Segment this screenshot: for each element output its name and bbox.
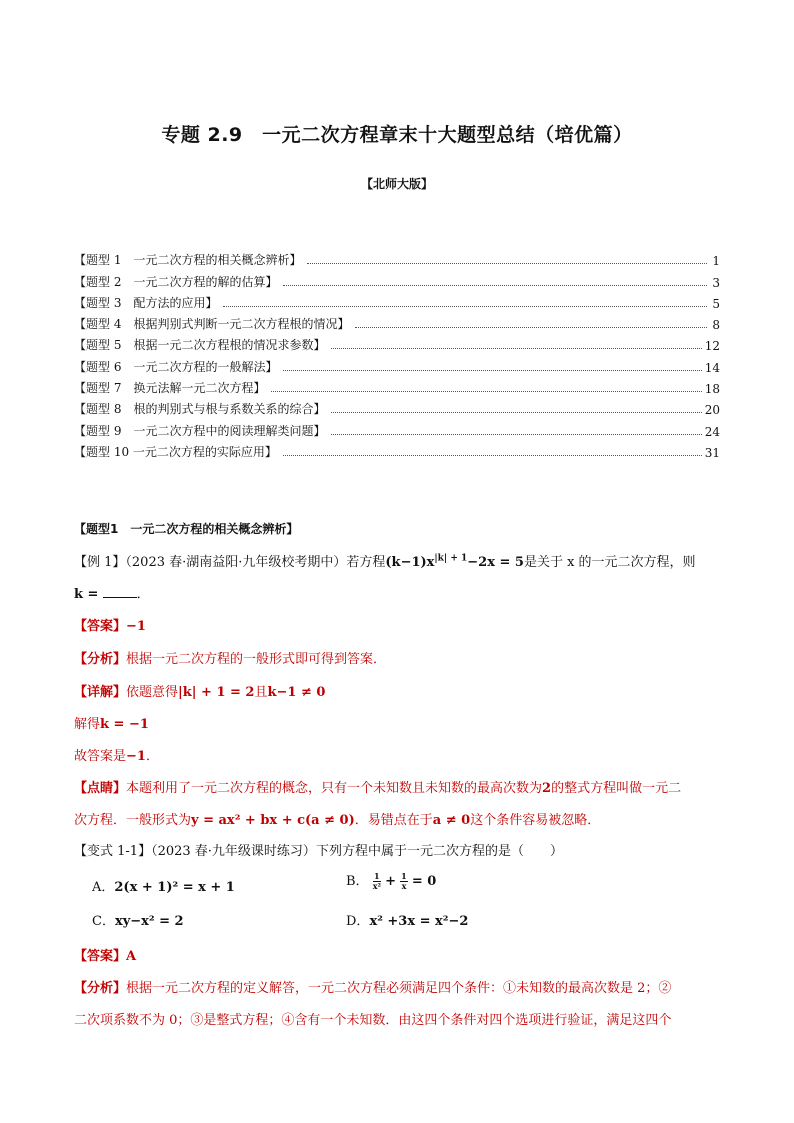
example-equation-b: −2x = 5 (467, 555, 524, 570)
variant-source: （2023 春·九年级课时练习） (151, 844, 316, 859)
detail-text-b: 且 (254, 685, 268, 700)
remark-line1-num: 2 (542, 781, 552, 796)
option-a[interactable] (92, 876, 235, 895)
example-1 (74, 551, 696, 570)
analysis-line (74, 648, 386, 667)
option-b-label: B． (346, 874, 369, 889)
toc-entry-page: 14 (704, 360, 720, 375)
analysis2-line-2 (74, 1009, 671, 1028)
remark-line2-eq: y = ax² + bx + c(a ≠ 0) (191, 813, 355, 828)
conclude-line (74, 745, 159, 764)
answer2-line (74, 945, 136, 964)
answer2-tag: 【答案】 (74, 949, 127, 964)
example-text-b: 是关于 x 的一元二次方程，则 (523, 555, 696, 570)
toc-leader-dots (331, 434, 701, 435)
analysis-text: 根据一元二次方程的一般形式即可得到答案． (126, 652, 387, 667)
example-equation-a: (k−1)x (385, 555, 435, 570)
toc-entry[interactable] (74, 332, 720, 353)
remark-line2-b: ．易错点在于 (354, 813, 433, 828)
example-tag: 【例 1】 (74, 555, 126, 570)
toc-leader-dots (331, 348, 701, 349)
toc-entry[interactable] (74, 311, 720, 332)
toc-leader-dots (283, 285, 707, 286)
toc-leader-dots (307, 263, 707, 264)
toc-entry-label: 【题型 8 根的判别式与根与系数关系的综合】 (74, 402, 326, 417)
remark-line2-a: 次方程．一般形式为 (74, 813, 192, 828)
option-a-eq: 2(x + 1)² = x + 1 (114, 880, 235, 895)
remark-line1-a: 本题利用了一元二次方程的概念，只有一个未知数且未知数的最高次数为 (126, 781, 543, 796)
toc-leader-dots (223, 306, 707, 307)
analysis2-line1: 根据一元二次方程的定义解答，一元二次方程必须满足四个条件：①未知数的最高次数是 2；② (126, 981, 672, 996)
toc-entry-label: 【题型 5 根据一元二次方程根的情况求参数】 (74, 338, 326, 353)
detail-tag: 【详解】 (74, 685, 127, 700)
answer-value: −1 (126, 619, 146, 634)
toc-entry[interactable] (74, 290, 720, 311)
toc-entry-page: 20 (704, 403, 720, 418)
toc-entry-page: 31 (704, 445, 720, 460)
option-d-eq: x² +3x = x²−2 (369, 914, 469, 929)
remark-line2-eq2: a ≠ 0 (432, 813, 471, 828)
option-c[interactable] (92, 910, 184, 929)
answer-tag: 【答案】 (74, 619, 127, 634)
toc-entry-label: 【题型 9 一元二次方程中的阅读理解类问题】 (74, 423, 326, 438)
toc-leader-dots (271, 391, 701, 392)
answer-line (74, 615, 146, 634)
analysis-tag: 【分析】 (74, 652, 127, 667)
analysis2-line2: 二次项系数不为 0；③是整式方程；④含有一个未知数．由这四个条件对四个选项进行验证，满足这四个 (74, 1013, 672, 1028)
remark-line2-c: 这个条件容易被忽略． (470, 813, 601, 828)
option-b[interactable] (346, 870, 436, 891)
option-a-label: A． (92, 880, 115, 895)
option-b-plus: + (385, 874, 397, 889)
toc-entry[interactable] (74, 375, 720, 396)
example-source: （2023 春·湖南益阳·九年级校考期中） (125, 555, 347, 570)
toc-entry-label: 【题型 7 换元法解一元二次方程】 (74, 381, 266, 396)
toc-leader-dots (283, 455, 702, 456)
detail-eq-a: |k| + 1 = 2 (178, 685, 255, 700)
answer2-value: A (126, 949, 137, 964)
remark-line1-b: 的整式方程叫做一元二 (551, 781, 682, 796)
conclude-end: ． (145, 749, 159, 764)
option-c-label: C． (92, 914, 115, 929)
example-ask-var: k = (74, 587, 99, 602)
variant-text: 下列方程中属于一元二次方程的是（ ） (315, 844, 563, 859)
toc-entry-page: 5 (712, 296, 720, 311)
detail-line (74, 681, 325, 700)
toc-entry-label: 【题型 2 一元二次方程的解的估算】 (74, 274, 278, 289)
section-heading: 【题型1 一元二次方程的相关概念辨析】 (74, 522, 299, 536)
conclude-text: 故答案是 (74, 749, 127, 764)
toc-entry-page: 12 (704, 339, 720, 354)
toc-entry-label: 【题型 4 根据判别式判断一元二次方程根的情况】 (74, 317, 350, 332)
toc-entry-page: 3 (712, 275, 720, 290)
example-equation-exponent: |k| + 1 (434, 553, 468, 564)
toc-entry-page: 8 (712, 318, 720, 333)
detail-eq-b: k−1 ≠ 0 (267, 685, 326, 700)
option-b-fraction-1: $\frac{1}{\text{x²}}$ (372, 871, 381, 891)
variant-tag: 【变式 1-1】 (74, 844, 152, 859)
variant-line (74, 840, 563, 859)
option-d-label: D． (346, 914, 370, 929)
toc-entry-label: 【题型 10 一元二次方程的实际应用】 (74, 444, 277, 459)
option-b-fraction-2: $\frac{1}{x}$ (401, 871, 407, 891)
toc-entry-page: 24 (704, 424, 720, 439)
toc-entry-label: 【题型 6 一元二次方程的一般解法】 (74, 359, 278, 374)
answer-blank (103, 584, 137, 598)
toc-leader-dots (331, 412, 701, 413)
toc-entry-page: 18 (704, 382, 720, 397)
toc-entry[interactable] (74, 353, 720, 374)
solve-eq: k = −1 (100, 717, 149, 732)
table-of-contents (74, 247, 720, 460)
option-c-eq: xy−x² = 2 (114, 914, 184, 929)
option-d[interactable] (346, 910, 468, 929)
toc-entry-label: 【题型 3 配方法的应用】 (74, 295, 218, 310)
option-b-tail: = 0 (411, 874, 437, 889)
toc-entry[interactable] (74, 247, 720, 268)
toc-entry[interactable] (74, 439, 720, 460)
detail-text-a: 依题意得 (126, 685, 179, 700)
remark-line-1 (74, 777, 681, 796)
conclude-value: −1 (126, 749, 146, 764)
toc-entry-label: 【题型 1 一元二次方程的相关概念辨析】 (74, 253, 302, 268)
solve-line (74, 713, 149, 732)
remark-line-2 (74, 809, 600, 828)
remark-tag: 【点睛】 (74, 781, 127, 796)
example-text-a: 若方程 (346, 555, 386, 570)
toc-entry[interactable] (74, 417, 720, 438)
toc-leader-dots (355, 327, 707, 328)
toc-entry-page: 1 (712, 254, 720, 269)
toc-entry[interactable] (74, 268, 720, 289)
example-ask (74, 583, 150, 602)
analysis2-line-1 (74, 977, 671, 996)
edition-label: 【北师大版】 (360, 177, 433, 191)
toc-entry[interactable] (74, 396, 720, 417)
analysis2-tag: 【分析】 (74, 981, 127, 996)
example-ask-end: ． (136, 587, 150, 602)
toc-leader-dots (283, 370, 701, 371)
page-title: 专题 2.9 一元二次方程章末十大题型总结（培优篇） (161, 124, 633, 146)
solve-text: 解得 (74, 717, 101, 732)
